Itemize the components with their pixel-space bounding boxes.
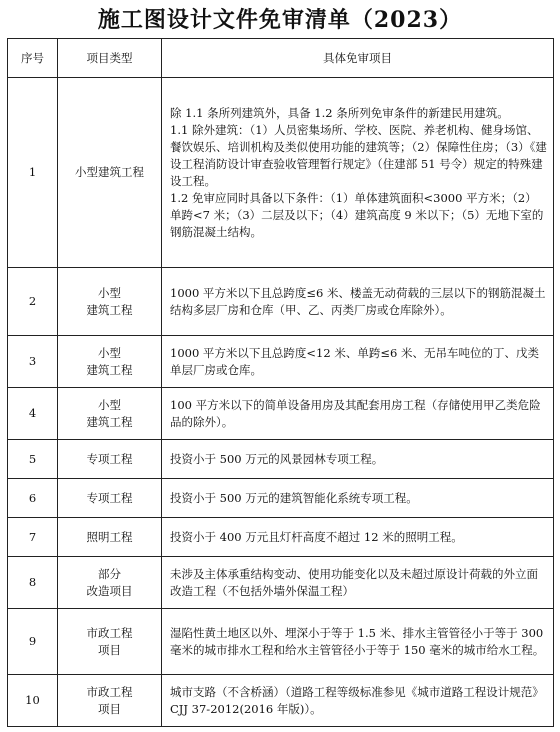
row-type-line: 建筑工程 [86, 362, 133, 377]
row-type-line: 专项工程 [86, 490, 133, 505]
header-no: 序号 [8, 39, 58, 78]
table-header-row [8, 39, 554, 78]
row-type [58, 518, 162, 557]
table-row [8, 336, 554, 388]
row-desc-para: 除 1.1 条所列建筑外，具备 1.2 条所列免审条件的新建民用建筑。 [170, 105, 509, 120]
row-type-line: 小型 [98, 397, 121, 412]
table-row [8, 268, 554, 336]
row-desc [162, 78, 554, 268]
row-number: 9 [8, 609, 58, 675]
row-type-line: 项目 [98, 642, 121, 657]
exemption-table [7, 38, 554, 727]
row-type-line: 改造项目 [86, 583, 133, 598]
row-desc-para: 1.1 除外建筑：（1）人员密集场所、学校、医院、养老机构、健身场馆、餐饮娱乐、培训机构及类似使用功能的建筑等；（2）保障性住房；（3）《建设工程消防设计审查验收管理暂行规定》（住建部 51 号令）规定的特殊建设工程。 [170, 122, 547, 188]
row-number: 8 [8, 557, 58, 609]
row-number: 7 [8, 518, 58, 557]
table-row [8, 78, 554, 268]
row-type-line: 部分 [98, 566, 121, 581]
header-desc: 具体免审项目 [162, 39, 554, 78]
row-type [58, 557, 162, 609]
row-desc [162, 388, 554, 440]
row-type [58, 609, 162, 675]
row-number: 5 [8, 440, 58, 479]
row-number: 6 [8, 479, 58, 518]
row-desc-para: 1000 平方米以下且总跨度<12 米、单跨≤6 米、无吊车吨位的丁、戊类单层厂房或仓库。 [170, 345, 539, 377]
row-desc-para: 投资小于 400 万元且灯杆高度不超过 12 米的照明工程。 [170, 529, 463, 544]
row-type-line: 小型 [98, 345, 121, 360]
row-type-line: 小型 [98, 285, 121, 300]
row-type [58, 268, 162, 336]
table-row [8, 557, 554, 609]
row-desc [162, 440, 554, 479]
row-type-line: 项目 [98, 701, 121, 716]
row-number: 1 [8, 78, 58, 268]
table-row [8, 388, 554, 440]
row-type-line: 专项工程 [86, 451, 133, 466]
row-desc-para: 城市支路（不含桥涵）（道路工程等级标准参见《城市道路工程设计规范》CJJ 37-2012(2016 年版)）。 [170, 684, 544, 716]
row-type [58, 388, 162, 440]
row-desc [162, 518, 554, 557]
row-desc [162, 268, 554, 336]
header-type: 项目类型 [58, 39, 162, 78]
row-desc-para: 1.2 免审应同时具备以下条件：（1）单体建筑面积<3000 平方米；（2）单跨<7 米；（3）二层及以下；（4）建筑高度 9 米以下；（5）无地下室的钢筋混凝土结构。 [170, 190, 544, 239]
table-row [8, 518, 554, 557]
row-type-line: 小型建筑工程 [75, 165, 144, 179]
table-row [8, 675, 554, 727]
table-row [8, 440, 554, 479]
row-type [58, 440, 162, 479]
row-type-line: 建筑工程 [86, 302, 133, 317]
row-desc [162, 479, 554, 518]
row-desc-para: 100 平方米以下的简单设备用房及其配套用房工程（存储使用甲乙类危险品的除外）。 [170, 397, 541, 429]
row-desc-para: 投资小于 500 万元的建筑智能化系统专项工程。 [170, 490, 418, 505]
row-type-line: 市政工程 [86, 684, 133, 699]
row-desc [162, 675, 554, 727]
row-type [58, 479, 162, 518]
row-number: 4 [8, 388, 58, 440]
row-type-line: 照明工程 [86, 529, 133, 544]
document-title: 施工图设计文件免审清单（2023） [97, 7, 463, 33]
row-type [58, 675, 162, 727]
row-type-line: 市政工程 [86, 625, 133, 640]
row-desc-para: 湿陷性黄土地区以外、埋深小于等于 1.5 米、排水主管管径小于等于 300 毫米的城市排水工程和给水主管管径小于等于 150 毫米的城市给水工程。 [170, 625, 545, 657]
row-desc-para: 投资小于 500 万元的风景园林专项工程。 [170, 451, 384, 466]
row-type [58, 78, 162, 268]
row-desc [162, 557, 554, 609]
row-type [58, 336, 162, 388]
row-number: 10 [8, 675, 58, 727]
row-desc-para: 未涉及主体承重结构变动、使用功能变化以及未超过原设计荷载的外立面改造工程（不包括外墙外保温工程） [170, 566, 538, 598]
table-row [8, 609, 554, 675]
row-desc-para: 1000 平方米以下且总跨度≤6 米、楼盖无动荷载的三层以下的钢筋混凝土结构多层厂房和仓库（甲、乙、丙类厂房或仓库除外）。 [170, 285, 546, 317]
row-number: 2 [8, 268, 58, 336]
table-body [8, 78, 554, 727]
row-desc [162, 336, 554, 388]
row-type-line: 建筑工程 [86, 414, 133, 429]
table-row [8, 479, 554, 518]
row-desc [162, 609, 554, 675]
row-number: 3 [8, 336, 58, 388]
